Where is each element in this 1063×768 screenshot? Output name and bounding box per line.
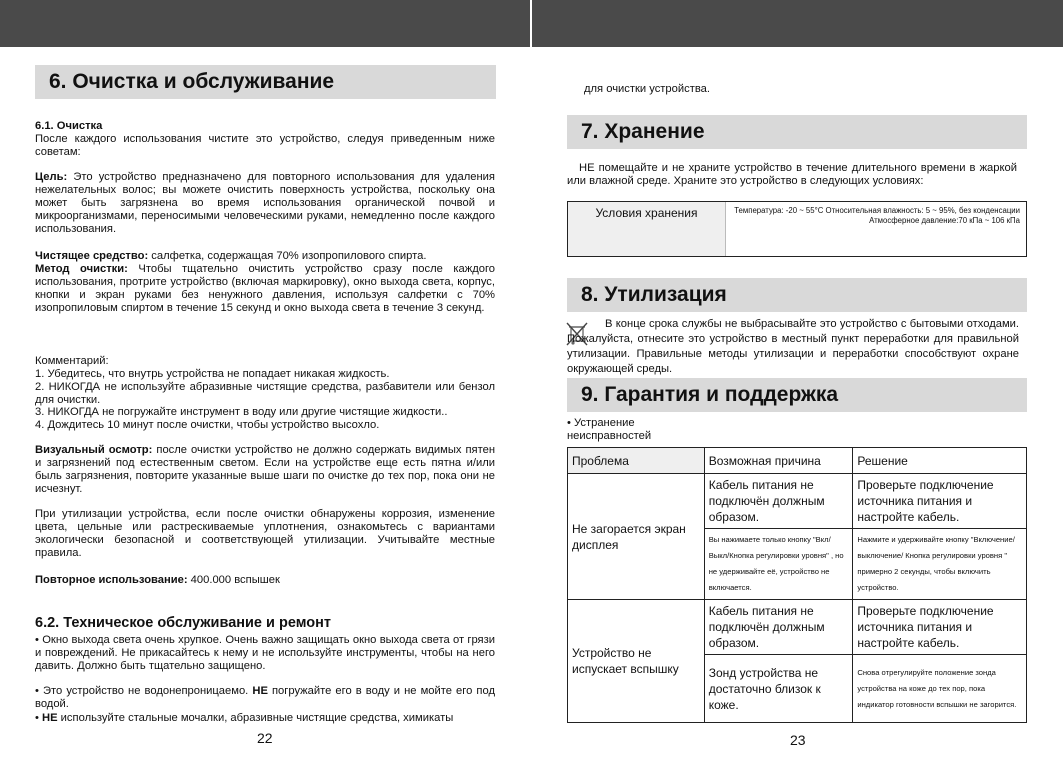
method-text: Чтобы тщательно очистить устройство сразу после каждого использования, протрите устройство (включая маркировку), окно выхода света, корпус, кнопки и экран руками без ненужного давления, используя салфетки с 70% изопропиловым спиртом в течение 15 секунд и окно выхода света в течение 3 секунд. (35, 263, 496, 314)
reuse-paragraph (35, 574, 495, 587)
disposal-text: В конце срока службы не выбрасывайте это устройство с бытовыми отходами. Пожалуйста, отнесите это устройство в местный пункт переработки для правильной утилизации. Правильные методы утилизации и переработки способствуют охране окружающей среды. (567, 318, 1019, 375)
page-number: 22 (257, 730, 273, 746)
maintenance-item: • Окно выхода света очень хрупкое. Очень важно защищать окно выхода света от грязи и повреждений. Не прикасайтесь к нему и не используйте инструменты, чтобы на него давить. Должно быть тщательно защищено. (35, 634, 495, 672)
page-number: 23 (790, 732, 806, 748)
comment-item: 3. НИКОГДА не погружайте инструмент в воду или другие чистящие жидкости.. (35, 406, 448, 418)
top-bar-right (532, 0, 1063, 47)
visual-label: Визуальный осмотр: (35, 444, 153, 456)
comment-item: 4. Дождитесь 10 минут после очистки, чтобы устройство высохло. (35, 419, 380, 431)
agent-paragraph (35, 250, 495, 263)
continuation-text: для очистки устройства. (584, 83, 710, 95)
comment-item: 1. Убедитесь, что внутрь устройства не попадает никакая жидкость. (35, 368, 390, 380)
cleaning-title: 6.1. Очистка (35, 120, 103, 132)
section-heading-storage: 7. Хранение (567, 115, 1027, 149)
method-label: Метод очистки: (35, 263, 128, 275)
goal-paragraph (35, 171, 495, 236)
comment-item: 2. НИКОГДА не используйте абразивные чистящие средства, разбавители или бензол для очистки. (35, 381, 495, 406)
section-heading-disposal: 8. Утилизация (567, 278, 1027, 312)
column-header: Возможная причина (704, 448, 853, 474)
cause-cell: Кабель питания не подключён должным образом. (704, 600, 853, 655)
storage-conditions-table (567, 201, 1027, 257)
cause-cell: Кабель питания не подключён должным образом. (704, 474, 853, 529)
visual-paragraph (35, 444, 495, 496)
troubleshooting-table (567, 447, 1027, 723)
problem-cell: Устройство не испускает вспышку (568, 600, 705, 723)
section-heading-warranty: 9. Гарантия и поддержка (567, 378, 1027, 412)
table-row (568, 474, 1027, 529)
maintenance-item: • Это устройство не водонепроницаемо. НЕ погружайте его в воду и не мойте его под водой. (35, 685, 495, 710)
table-header-row (568, 448, 1027, 474)
method-paragraph (35, 263, 495, 315)
solution-cell: Проверьте подключение источника питания и настройте кабель. (853, 474, 1027, 529)
goal-text: Это устройство предназначено для повторного использования для удаления нежелательных волос; вы можете очистить поверхность устройства, поскольку она может быть загрязнена во время использования органической почвой и микроорганизмами, переносимыми человеческими руками, немедленно после каждого использования. (35, 171, 495, 235)
storage-text: НЕ помещайте и не храните устройство в течение длительного времени в жаркой или влажной среде. Храните это устройство в следующих условиях: (567, 162, 1017, 187)
top-bar-left (0, 0, 530, 47)
page-left (0, 47, 530, 768)
storage-label: Условия хранения (568, 202, 726, 256)
storage-values: Температура: -20 ~ 55°C Относительная влажность: 5 ~ 95%, без конденсации Атмосферное давление:70 кПа ~ 106 кПа (734, 206, 1020, 225)
agent-text: салфетка, содержащая 70% изопропилового спирта. (148, 250, 427, 262)
cause-cell: Вы нажимаете только кнопку "Вкл/Выкл/Кнопка регулировки уровня" , но не удерживайте её, устройство не включается. (704, 529, 853, 600)
maintenance-item: • НЕ используйте стальные мочалки, абразивные чистящие средства, химикаты (35, 712, 454, 724)
page-right (532, 47, 1063, 768)
column-header: Проблема (568, 448, 705, 474)
maintenance-title: 6.2. Техническое обслуживание и ремонт (35, 615, 331, 631)
solution-cell: Нажмите и удерживайте кнопку "Включение/выключение/ Кнопка регулировки уровня " примерно 2 секунды, чтобы включить устройство. (853, 529, 1027, 600)
visual-text: после очистки устройство не должно содержать видимых пятен и загрязнений под естественным светом. Если на устройстве еще есть пятна и/или быль загрязнения, повторите указанные выше шаги по очистке до тех пор, пока они не исчезнут. (35, 444, 495, 495)
solution-cell: Снова отрегулируйте положение зонда устройства на коже до тех пор, пока индикатор готовности вспышки не загорится. (853, 655, 1027, 723)
comments-title: Комментарий: (35, 355, 109, 367)
reuse-text: 400.000 вспышек (187, 574, 280, 586)
section-heading-cleaning: 6. Очистка и обслуживание (35, 65, 496, 99)
troubleshoot-title: • Устранение неисправностей (567, 417, 652, 442)
table-row (568, 600, 1027, 655)
cleaning-intro: После каждого использования чистите это устройство, следуя приведенным ниже советам: (35, 133, 495, 158)
goal-label: Цель: (35, 171, 68, 183)
column-header: Решение (853, 448, 1027, 474)
solution-cell: Проверьте подключение источника питания и настройте кабель. (853, 600, 1027, 655)
reuse-label: Повторное использование: (35, 574, 188, 586)
cause-cell: Зонд устройства не достаточно близок к коже. (704, 655, 853, 723)
problem-cell: Не загорается экран дисплея (568, 474, 705, 600)
disposal-paragraph: При утилизации устройства, если после очистки обнаружены коррозия, изменение цвета, цельные или растрескиваемые уплотнения, ознакомьтесь с вариантами экологически безопасной и соответствующей утилизации. Учитывайте местные правила. (35, 508, 495, 559)
agent-label: Чистящее средство: (35, 250, 149, 262)
